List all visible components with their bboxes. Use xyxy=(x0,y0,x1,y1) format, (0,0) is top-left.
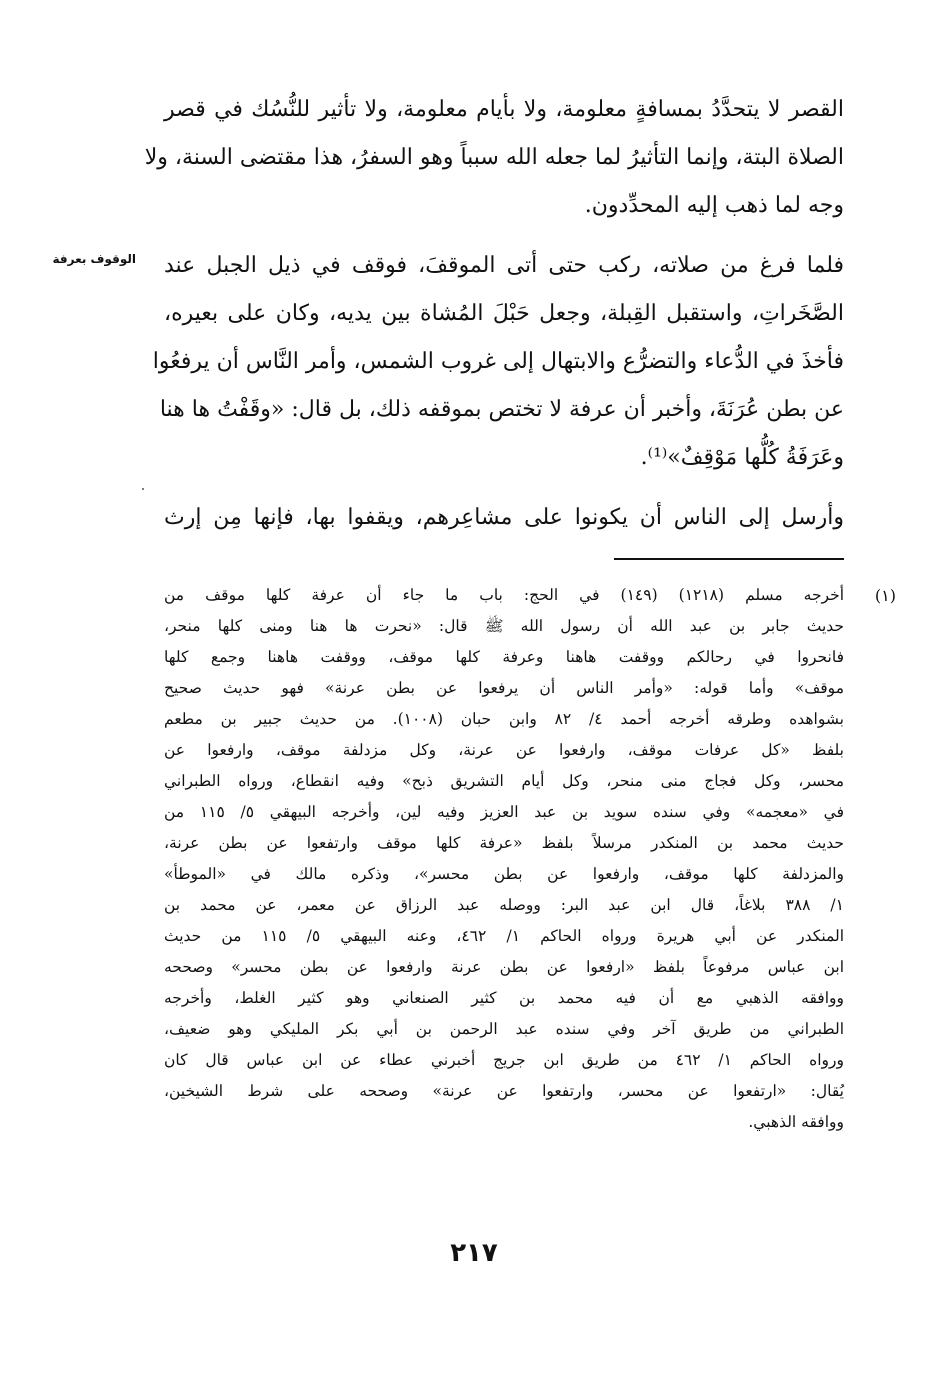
text-line: وجه لما ذهب إليه المحدِّدون. xyxy=(584,193,844,218)
margin-heading: الوقوف بعرفة xyxy=(52,252,136,266)
paragraph-1 xyxy=(144,86,844,230)
footnote-line: ووافقه الذهبي مع أن فيه محمد بن كثير الصنعاني وهو كثير الغلط، وأخرجه xyxy=(164,989,844,1007)
text-line: فلما فرغ من صلاته، ركب حتى أتى الموقفَ، فوقف في ذيل الجبل عند xyxy=(164,253,844,278)
footnote-marker: (١) xyxy=(874,586,896,605)
text-line: الصَّخَراتِ، واستقبل القِبلة، وجعل حَبْلَ المُشاة بين يديه، وكان على بعيره، xyxy=(164,301,844,326)
footnote-line: محسر، وكل فجاج منى منحر، وكل أيام التشريق ذبح» وفيه انقطاع، ورواه الطبراني xyxy=(164,772,844,790)
footnote xyxy=(164,580,896,1138)
print-speck xyxy=(142,488,144,490)
footnote-line: حديث جابر بن عبد الله أن رسول الله ﷺ قال: «نحرت ها هنا ومنى كلها منحر، xyxy=(164,617,844,635)
text-line: القصر لا يتحدَّدُ بمسافةٍ معلومة، ولا بأيام معلومة، ولا تأثير للنُّسُك في قصر xyxy=(164,97,844,122)
footnote-line: الطبراني من طريق آخر وفي سنده عبد الرحمن بن أبي بكر المليكي وهو ضعيف، xyxy=(164,1020,844,1038)
footnote-line: والمزدلفة كلها موقف، وارفعوا عن بطن محسر»، وذكره مالك في «الموطأ» xyxy=(164,865,844,883)
footnote-divider xyxy=(614,558,844,560)
text-line: وعَرَفَةُ كُلُّها مَوْقِفٌ»⁽¹⁾. xyxy=(640,445,844,470)
footnote-line: بلفظ «كل عرفات موقف، وارفعوا عن عرنة، وكل مزدلفة موقف، وارفعوا عن xyxy=(164,741,844,759)
text-line: فأخذَ في الدُّعاء والتضرُّع والابتهال إلى غروب الشمس، وأمر النَّاس أن يرفعُوا xyxy=(152,349,844,374)
text-line: عن بطن عُرَنَةَ، وأخبر أن عرفة لا تختص بموقفه ذلك، بل قال: «وقَفْتُ ها هنا xyxy=(159,397,844,422)
page-number: ٢١٧ xyxy=(450,1238,498,1268)
footnote-line: حديث محمد بن المنكدر مرسلاً بلفظ «عرفة كلها موقف وارتفعوا عن بطن عرنة، xyxy=(164,834,844,852)
footnote-line: يُقال: «ارتفعوا عن محسر، وارتفعوا عن عرنة» وصححه على شرط الشيخين، xyxy=(164,1082,844,1100)
paragraph-3 xyxy=(164,494,844,542)
footnote-line: في «معجمه» وفي سنده سويد بن عبد العزيز وفيه لين، وأخرجه البيهقي ٥/ ١١٥ من xyxy=(164,803,844,821)
footnote-line: بشواهده وطرقه أخرجه أحمد ٤/ ٨٢ وابن حبان (١٠٠٨). من حديث جبير بن مطعم xyxy=(164,710,844,728)
footnote-line: ١/ ٣٨٨ بلاغاً، قال ابن عبد البر: ووصله عبد الرزاق عن معمر، عن محمد بن xyxy=(164,896,844,914)
footnote-line: ووافقه الذهبي. xyxy=(748,1113,844,1131)
text-line: وأرسل إلى الناس أن يكونوا على مشاعِرهم، ويقفوا بها، فإنها مِن إرث xyxy=(164,505,844,530)
footnote-line: موقف» وأما قوله: «وأمر الناس أن يرفعوا عن بطن عرنة» فهو حديث صحيح xyxy=(164,679,844,697)
footnote-line: ابن عباس مرفوعاً بلفظ «ارفعوا عن بطن عرنة وارفعوا عن بطن محسر» وصححه xyxy=(164,958,844,976)
footnote-line: المنكدر عن أبي هريرة ورواه الحاكم ١/ ٤٦٢، وعنه البيهقي ٥/ ١١٥ من حديث xyxy=(164,927,844,945)
footnote-line: أخرجه مسلم (١٢١٨) (١٤٩) في الحج: باب ما جاء أن عرفة كلها موقف من xyxy=(164,586,845,604)
footnote-line: فانحروا في رحالكم ووقفت هاهنا وعرفة كلها موقف، ووقفت هاهنا وجمع كلها xyxy=(164,648,844,666)
footnote-line: ورواه الحاكم ١/ ٤٦٢ من طريق ابن جريج أخبرني عطاء عن ابن عباس قال كان xyxy=(164,1051,844,1069)
paragraph-2 xyxy=(152,242,844,482)
text-line: الصلاة البتة، وإنما التأثيرُ لما جعله الله سبباً وهو السفرُ، هذا مقتضى السنة، ولا xyxy=(144,145,844,170)
